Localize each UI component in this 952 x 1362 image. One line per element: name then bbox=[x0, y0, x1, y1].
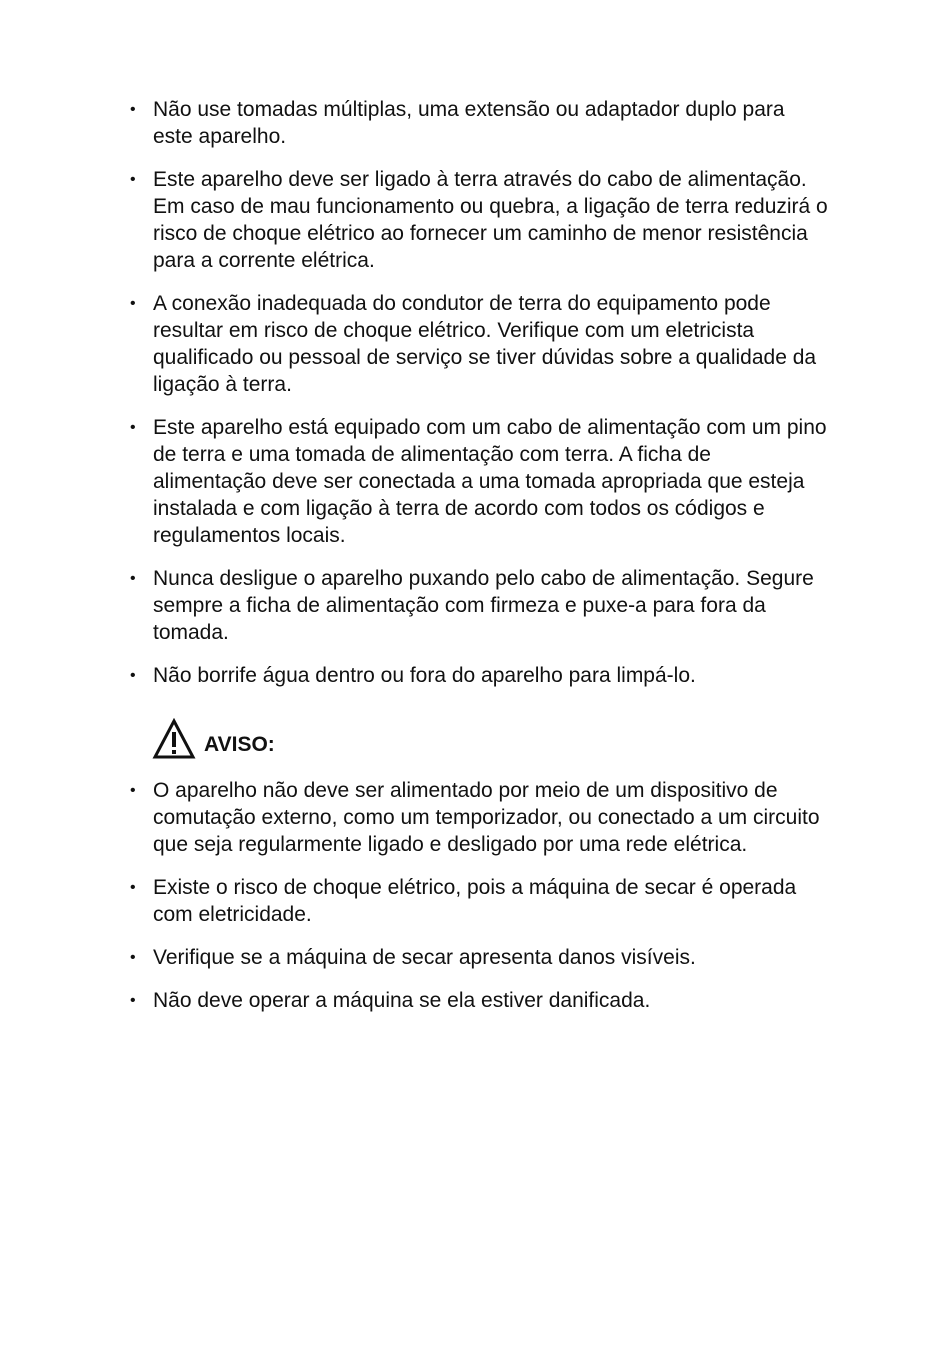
list-item bbox=[123, 987, 828, 1014]
bullet: • bbox=[130, 949, 136, 966]
item-text: Este aparelho deve ser ligado à terra através do cabo de alimentação. Em caso de mau funcionamento ou quebra, a ligação de terra reduzirá o risco de choque elétrico ao fornecer um caminho de menor resistência para a corrente elétrica. bbox=[153, 168, 828, 272]
list-item bbox=[123, 96, 828, 150]
list-item bbox=[123, 565, 828, 646]
bullet: • bbox=[130, 879, 136, 896]
item-text: Verifique se a máquina de secar apresenta danos visíveis. bbox=[153, 946, 696, 969]
list-item bbox=[123, 874, 828, 928]
warning-label: AVISO: bbox=[204, 732, 275, 756]
bullet: • bbox=[130, 419, 136, 436]
list-item bbox=[123, 662, 828, 689]
warning-heading bbox=[152, 718, 275, 760]
list-item bbox=[123, 290, 828, 398]
item-text: Não use tomadas múltiplas, uma extensão ou adaptador duplo para este aparelho. bbox=[153, 98, 785, 148]
item-text: Nunca desligue o aparelho puxando pelo cabo de alimentação. Segure sempre a ficha de alimentação com firmeza e puxe-a para fora da tomada. bbox=[153, 567, 814, 644]
bullet: • bbox=[130, 782, 136, 799]
safety-list bbox=[123, 96, 828, 689]
warning-triangle-icon bbox=[152, 718, 196, 760]
list-item bbox=[123, 414, 828, 549]
warning-list bbox=[123, 777, 828, 1014]
bullet: • bbox=[130, 101, 136, 118]
bullet: • bbox=[130, 992, 136, 1009]
bullet: • bbox=[130, 295, 136, 312]
bullet: • bbox=[130, 171, 136, 188]
list-item bbox=[123, 777, 828, 858]
item-text: O aparelho não deve ser alimentado por meio de um dispositivo de comutação externo, como um temporizador, ou conectado a um circuito que seja regularmente ligado e desligado por uma rede elétrica. bbox=[153, 779, 820, 856]
item-text: Este aparelho está equipado com um cabo de alimentação com um pino de terra e uma tomada de alimentação com terra. A ficha de alimentação deve ser conectada a uma tomada apropriada que esteja instalada e com ligação à terra de acordo com todos os códigos e regulamentos locais. bbox=[153, 416, 827, 547]
item-text: Não deve operar a máquina se ela estiver danificada. bbox=[153, 989, 651, 1012]
list-item bbox=[123, 166, 828, 274]
bullet: • bbox=[130, 667, 136, 684]
bullet: • bbox=[130, 570, 136, 587]
item-text: Existe o risco de choque elétrico, pois a máquina de secar é operada com eletricidade. bbox=[153, 876, 797, 926]
item-text: A conexão inadequada do condutor de terra do equipamento pode resultar em risco de choque elétrico. Verifique com um eletricista qualificado ou pessoal de serviço se tiver dúvidas sobre a qualidade da ligação à terra. bbox=[153, 292, 817, 396]
item-text: Não borrife água dentro ou fora do aparelho para limpá-lo. bbox=[153, 664, 696, 687]
list-item bbox=[123, 944, 828, 971]
